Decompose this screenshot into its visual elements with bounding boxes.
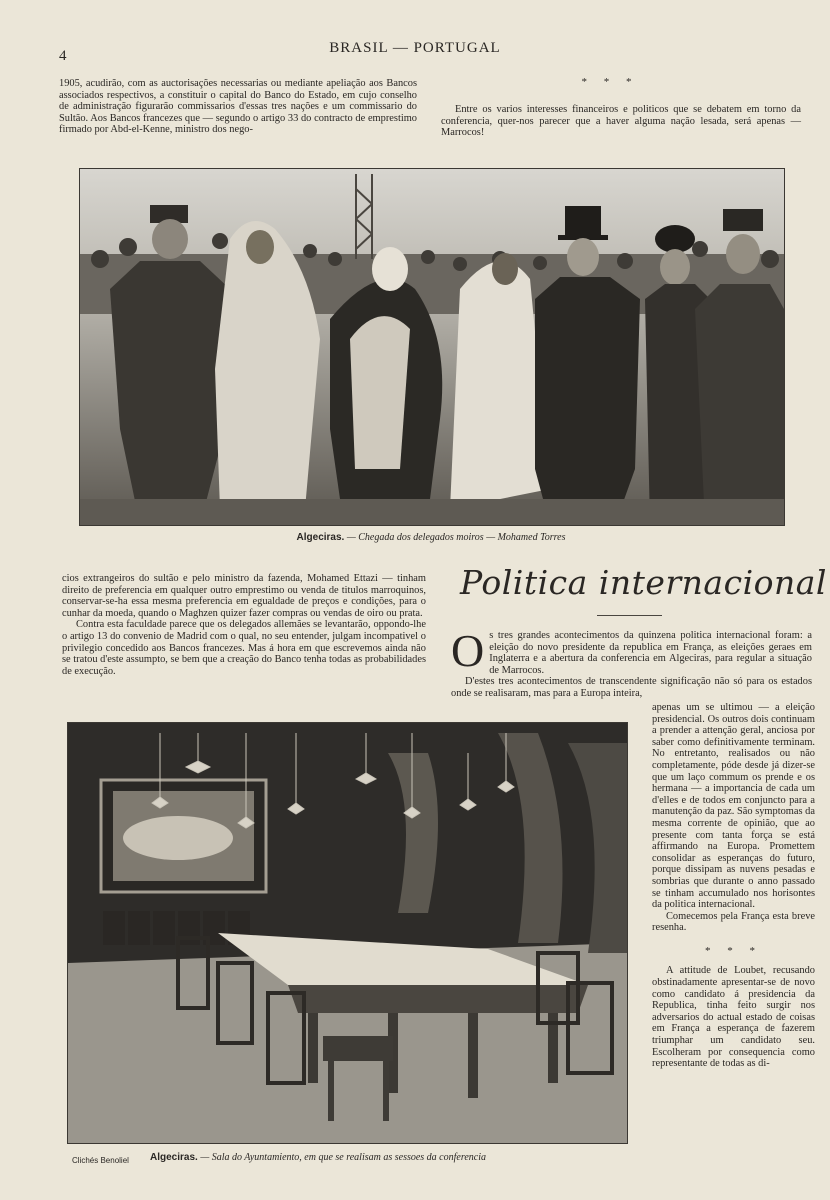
caption-place: Algeciras. (296, 532, 345, 543)
photo-delegates (79, 168, 785, 526)
mid-left-paragraph-2: Contra esta faculdade parece que os delegados allemães se levantarão, oppondo-lhe o artigo 13 do convenio de Madrid com o qual, no seu entender, julgam incompativel o privilegio concedido aos Bancos francezes. Mas á hora em que escrevemos ainda não se tratou d'este assumpto, se bem que a creação do Banco tenha todas as probabilidades de execução. (62, 619, 426, 677)
section-intro (451, 625, 812, 700)
caption-text: — Chegada dos delegados moiros — Mohamed Torres (346, 532, 566, 543)
narrow-paragraph-3: A attitude de Loubet, recusando obstinadamente apresentar-se de novo como candidato á presidencia da Republica, tinha feito surgir nos adversarios do actual estado de coisas em França a esperança de fazerem triumphar um candidato seu. Escolheram por consequencia como representante de todas as di- (652, 965, 815, 1070)
photo-hall (67, 722, 628, 1144)
dropcap: O (451, 625, 485, 676)
top-left-column (59, 78, 417, 136)
top-right-paragraph: Entre os varios interesses financeiros e politicos que se debatem em torno da conferencia, quer-nos parecer que a haver alguma nação lesada, será apenas — Marrocos! (441, 104, 801, 139)
running-title: BRASIL — PORTUGAL (329, 40, 501, 56)
photo-credit: Clichés Benoliel (72, 1156, 129, 1165)
photo-hall-illustration (68, 723, 627, 1143)
mid-left-paragraph-1: cios extrangeiros do sultão e pelo ministro da fazenda, Mohamed Ettazi — tinham direito de preferencia em qualquer outro emprestimo ou venda de titulos marroquinos, conservar-se-ha essa mesma preferencia em egualdade de preços e condições, para o cunhar da moeda, quando o Maghzen quizer fazer compras ou vendas de oiro ou prata. (62, 573, 426, 619)
photo-delegates-illustration (80, 169, 784, 525)
photo-hall-caption (150, 1152, 570, 1163)
narrow-right-column (652, 702, 815, 1070)
mid-left-column (62, 573, 426, 677)
top-left-paragraph: 1905, acudirão, com as auctorisações necessarias ou mediante apeliação aos Bancos associados respectivos, a constituir o capital do Banco do Estado, em cujo conselho de administração figurarão commissarios d'essas tres nações e um commissario do Sultão. Aos Bancos francezes que — segundo o artigo 33 do contracto de emprestimo firmado por Abd-el-Kenne, ministro dos nego- (59, 78, 417, 136)
title-rule (597, 615, 662, 616)
caption-place-2: Algeciras. (150, 1152, 198, 1163)
section-title: Politica internacional (460, 563, 827, 602)
photo-delegates-caption (79, 532, 783, 543)
section-intro-paragraph: s tres grandes acontecimentos da quinzena politica internacional foram: a eleição do novo presidente da republica em França, as eleições geraes em Inglaterra e a abertura da conferencia em Algeciras, para regular a situação de Marrocos. (489, 630, 812, 676)
page-number: 4 (59, 48, 67, 64)
narrow-paragraph-1: apenas um se ultimou — a eleição presidencial. Os outros dois continuam a prender a attenção geral, anciosa por saber como definitivamente terminam. No entretanto, realisados ou não completamente, póde desde já dizer-se que um laço commum os prende e os hermana — a importancia de cada um d'elles e de todos em conjuncto para a manutenção da paz. São symptomas da mesma corrente de opinião, que ao presente com tanta força se está affirmando na Europa. Promettem consolidar as esperanças do futuro, porque dissipam as nuvens pesadas e sombrias que durante o anno passado se tinham accumulado nos horisontes da politica internacional. (652, 702, 815, 911)
top-right-column (441, 104, 801, 139)
narrow-paragraph-2: Comecemos pela França esta breve resenha. (652, 910, 815, 934)
separator-stars-2: * * * (705, 944, 762, 957)
caption-text-2: — Sala do Ayuntamiento, em que se realisam as sessoes da conferencia (200, 1152, 487, 1163)
section-intro-paragraph-2: D'estes tres acontecimentos de transcendente significação não só para os estados onde se realisaram, mas para a Europa inteira, (451, 676, 812, 699)
separator-stars: * * * (581, 76, 639, 88)
